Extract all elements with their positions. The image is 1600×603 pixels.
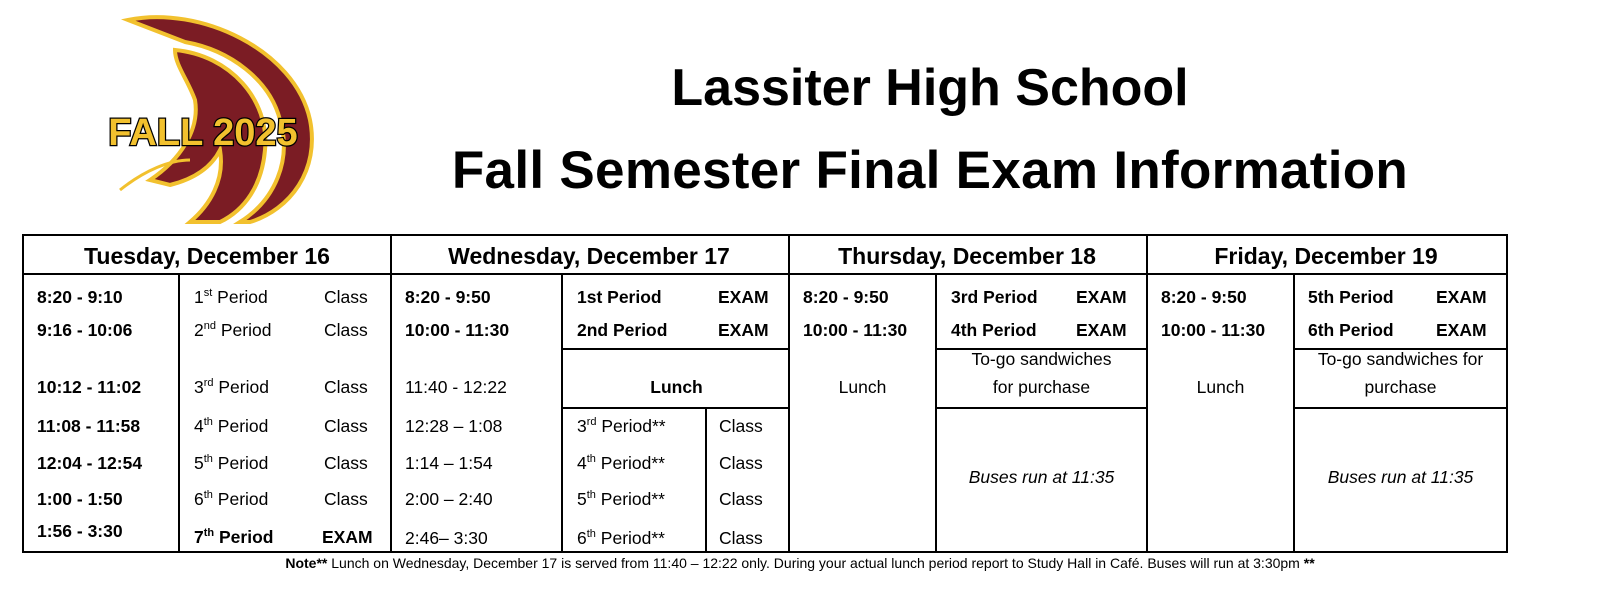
time-cell: 1:14 – 1:54 — [405, 453, 493, 473]
period-cell — [194, 377, 269, 397]
period-suffix: th — [586, 489, 596, 501]
time-cell: 12:04 - 12:54 — [37, 453, 143, 473]
time-cell: 10:12 - 11:02 — [37, 377, 142, 397]
time-cell: 11:08 - 11:58 — [37, 416, 141, 436]
fall-2025-logo — [80, 10, 330, 225]
period-cell — [194, 453, 268, 473]
column-divider — [1293, 273, 1295, 551]
period-label: Period — [213, 377, 269, 397]
period-cell — [194, 416, 268, 436]
period-number: 5 — [194, 453, 204, 473]
note-label: Note** — [285, 555, 328, 571]
type-cell: Class — [719, 416, 763, 436]
lunch-cell: Lunch — [838, 377, 887, 397]
type-cell: EXAM — [1076, 287, 1127, 307]
period-cell: 4th Period — [951, 320, 1037, 340]
day-header-thursday: Thursday, December 18 — [838, 243, 1096, 269]
type-cell: EXAM — [718, 287, 769, 307]
period-suffix: th — [203, 489, 213, 501]
period-suffix: th — [203, 453, 213, 465]
school-name: Lassiter High School — [671, 59, 1189, 117]
time-cell: 10:00 - 11:30 — [803, 320, 908, 340]
period-suffix: rd — [203, 377, 214, 389]
type-cell: Class — [324, 320, 368, 340]
type-cell: EXAM — [1076, 320, 1127, 340]
type-cell: Class — [324, 416, 368, 436]
period-label: Period — [212, 453, 269, 473]
column-divider — [935, 273, 937, 551]
period-number: 3 — [194, 377, 204, 397]
period-cell: 5th Period — [1308, 287, 1394, 307]
row-divider — [561, 348, 790, 350]
period-suffix: th — [203, 527, 215, 539]
time-cell: 8:20 - 9:10 — [37, 287, 123, 307]
time-cell: 8:20 - 9:50 — [405, 287, 491, 307]
day-header-friday: Friday, December 19 — [1214, 243, 1438, 269]
type-cell: Class — [719, 489, 763, 509]
row-divider — [935, 407, 1148, 409]
period-cell: 6th Period — [1308, 320, 1394, 340]
note-end: ** — [1303, 555, 1315, 571]
spartan-helmet-icon — [80, 10, 330, 225]
time-cell: 12:28 – 1:08 — [405, 416, 503, 436]
period-label: Period** — [596, 416, 666, 436]
period-cell — [194, 527, 273, 547]
time-cell: 2:46– 3:30 — [405, 528, 488, 548]
type-cell: Class — [719, 528, 763, 548]
period-number: 2 — [194, 320, 204, 340]
period-suffix: nd — [203, 320, 216, 332]
period-suffix: st — [203, 287, 213, 299]
period-suffix: th — [586, 528, 596, 540]
period-cell — [577, 416, 666, 436]
time-cell: 10:00 - 11:30 — [1161, 320, 1266, 340]
period-label: Period** — [595, 489, 665, 509]
period-cell — [194, 320, 271, 340]
period-cell: 2nd Period — [577, 320, 668, 340]
time-cell: 1:00 - 1:50 — [37, 489, 123, 509]
page-title: Fall Semester Final Exam Information — [451, 141, 1409, 200]
period-number: 4 — [194, 416, 204, 436]
note-text: Lunch on Wednesday, December 17 is served from 11:40 – 12:22 only. During your actual lunch period report to Study Hall in Café. Buses will run at 3:30pm — [327, 555, 1304, 571]
exam-schedule-table — [22, 234, 1508, 553]
period-label: Period — [215, 320, 272, 340]
sandwich-note: for purchase — [992, 377, 1091, 397]
period-number: 6 — [577, 528, 587, 548]
period-number: 1 — [194, 287, 204, 307]
type-cell: Class — [324, 453, 368, 473]
period-label: Period — [212, 287, 268, 307]
sandwich-note: To-go sandwiches for — [1317, 349, 1484, 369]
time-cell: 2:00 – 2:40 — [405, 489, 493, 509]
day-header-wednesday: Wednesday, December 17 — [448, 243, 730, 269]
time-cell: 10:00 - 11:30 — [405, 320, 510, 340]
period-label: Period — [212, 416, 269, 436]
type-cell: EXAM — [718, 320, 769, 340]
period-cell — [194, 489, 268, 509]
period-label: Period — [212, 489, 269, 509]
time-cell: 8:20 - 9:50 — [803, 287, 889, 307]
type-cell: Class — [324, 489, 368, 509]
period-label: Period — [214, 527, 274, 547]
period-suffix: th — [586, 453, 596, 465]
period-number: 7 — [194, 527, 204, 547]
period-number: 5 — [577, 489, 587, 509]
type-cell: EXAM — [1436, 287, 1487, 307]
type-cell: Class — [324, 377, 368, 397]
sandwich-note: To-go sandwiches — [971, 349, 1112, 369]
footnote — [0, 555, 1600, 571]
period-number: 6 — [194, 489, 204, 509]
logo-text: FALL 2025 — [108, 112, 298, 154]
time-cell: 8:20 - 9:50 — [1161, 287, 1247, 307]
buses-note: Buses run at 11:35 — [968, 467, 1115, 487]
period-cell — [577, 453, 665, 473]
period-cell — [194, 287, 268, 307]
period-cell — [577, 489, 665, 509]
sandwich-note: purchase — [1364, 377, 1437, 397]
buses-note: Buses run at 11:35 — [1327, 467, 1474, 487]
time-cell: 9:16 - 10:06 — [37, 320, 133, 340]
lunch-cell: Lunch — [650, 377, 703, 397]
row-divider — [561, 407, 790, 409]
period-suffix: rd — [586, 416, 597, 428]
period-label: Period** — [595, 453, 665, 473]
time-cell: 1:56 - 3:30 — [37, 521, 123, 541]
type-cell: Class — [324, 287, 368, 307]
type-cell: EXAM — [1436, 320, 1487, 340]
period-number: 4 — [577, 453, 587, 473]
lunch-time-cell: 11:40 - 12:22 — [405, 377, 507, 397]
type-cell: EXAM — [322, 527, 373, 547]
column-divider — [561, 273, 563, 551]
period-label: Period** — [595, 528, 665, 548]
type-cell: Class — [719, 453, 763, 473]
period-number: 3 — [577, 416, 587, 436]
column-divider — [178, 273, 180, 551]
period-suffix: th — [203, 416, 213, 428]
period-cell: 1st Period — [577, 287, 662, 307]
period-cell — [577, 528, 665, 548]
day-divider — [390, 236, 392, 551]
row-divider — [1293, 407, 1506, 409]
day-header-tuesday: Tuesday, December 16 — [84, 243, 330, 269]
lunch-cell: Lunch — [1196, 377, 1245, 397]
period-cell: 3rd Period — [951, 287, 1038, 307]
column-divider — [705, 407, 707, 551]
